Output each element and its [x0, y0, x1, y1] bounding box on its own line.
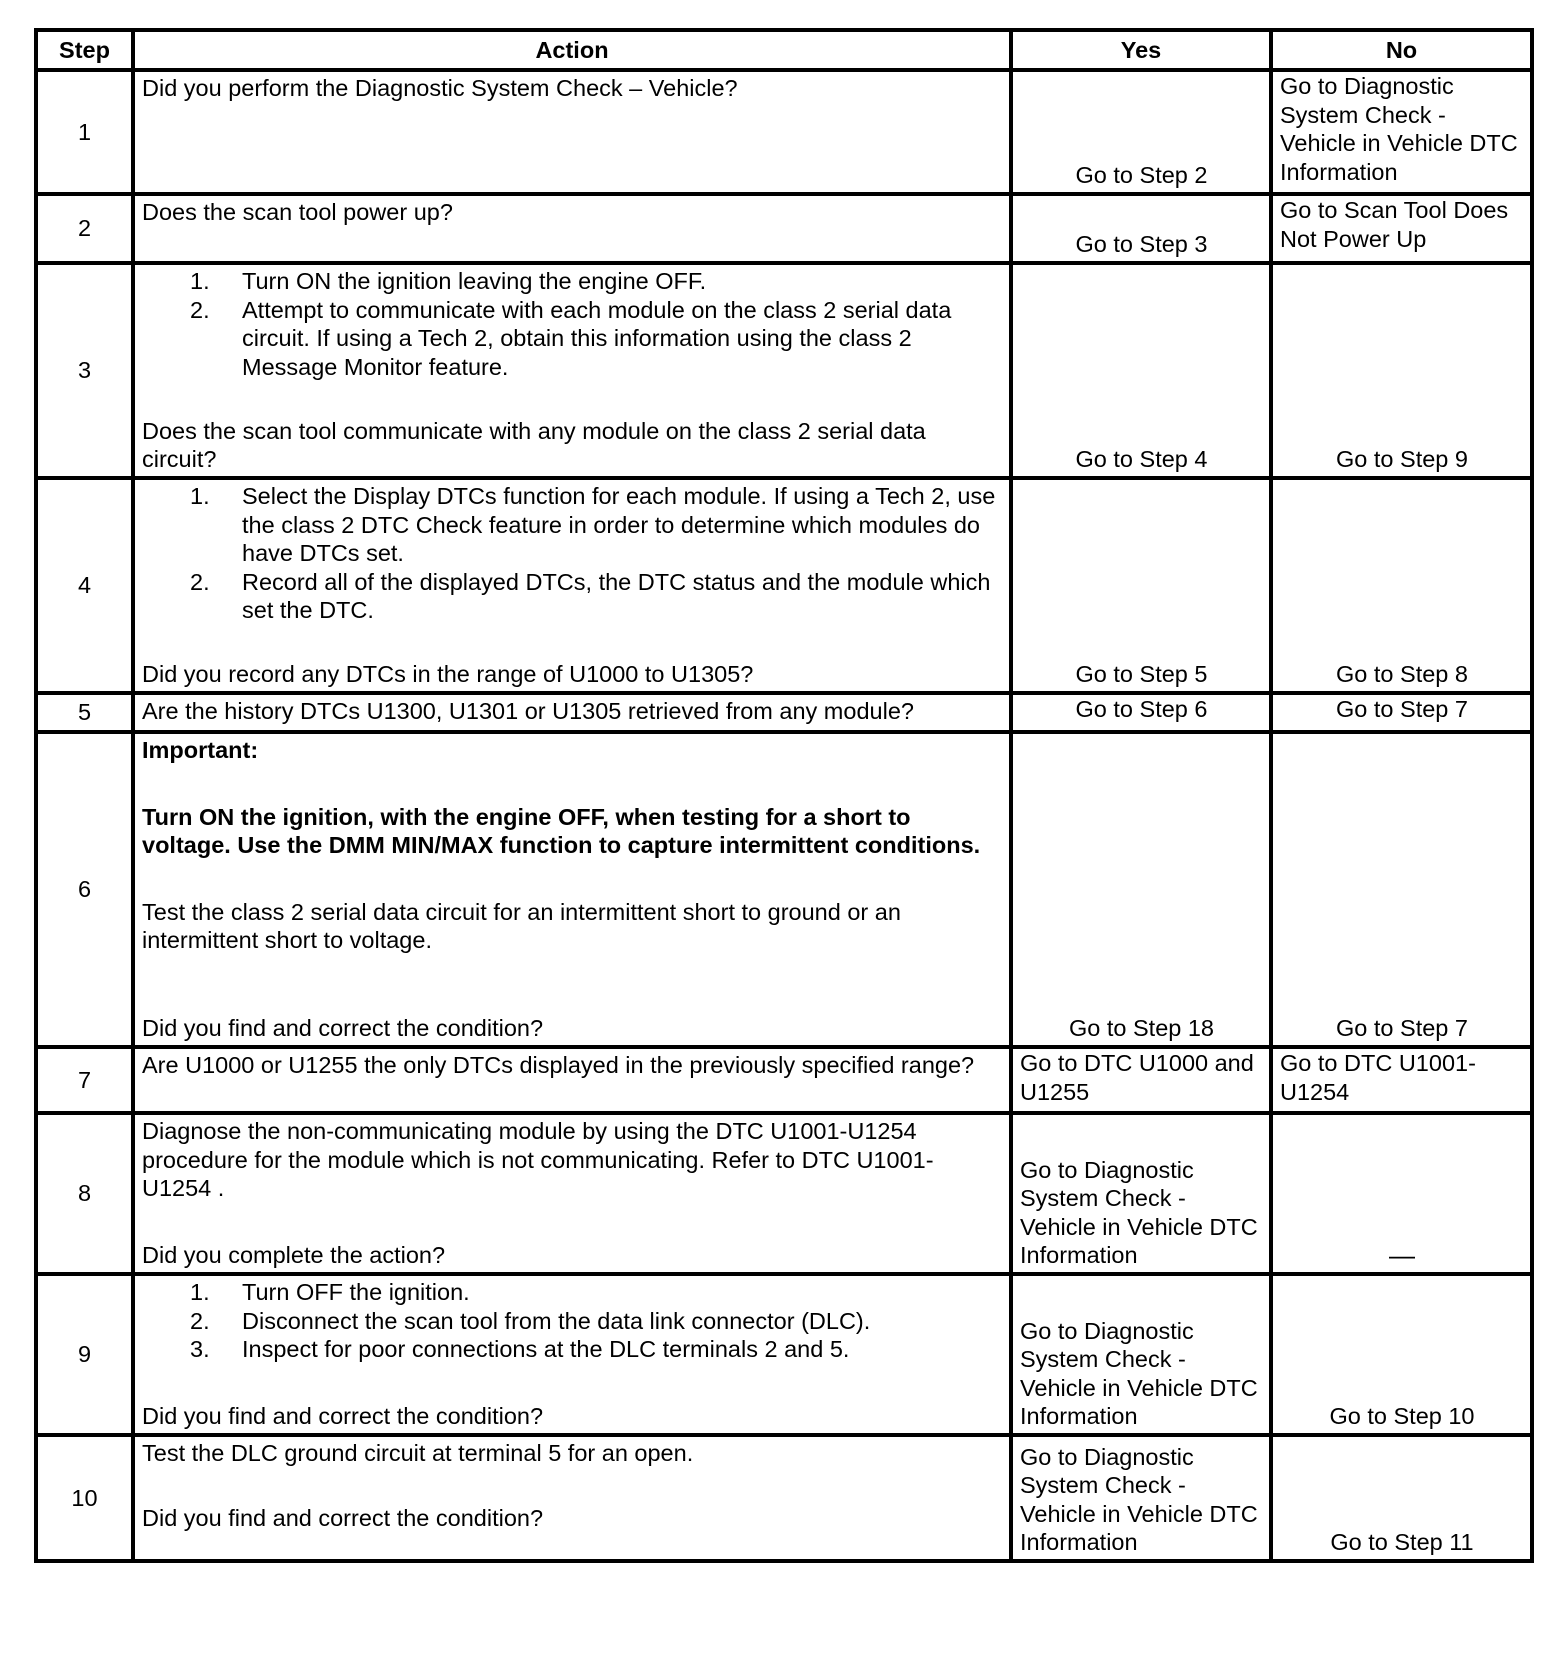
yes-cell: [1011, 1435, 1271, 1561]
important-note: Turn ON the ignition, with the engine OFF, when testing for a short to voltage. Use the DMM MIN/MAX function to capture intermittent conditions.: [142, 803, 981, 859]
header-step: Step: [36, 30, 133, 70]
action-question: Did you record any DTCs in the range of U1000 to U1305?: [142, 661, 754, 688]
yes-cell: [1011, 1047, 1271, 1113]
no-text: Go to DTC U1001-U1254: [1280, 1050, 1476, 1105]
action-steps-list: [142, 267, 1001, 381]
step-number: 4: [36, 478, 133, 693]
action-cell: [133, 478, 1011, 693]
table-row: [36, 70, 1532, 194]
action-cell: [133, 1047, 1011, 1113]
no-text: Go to Step 9: [1336, 446, 1468, 473]
step-number: 2: [36, 194, 133, 263]
yes-cell: [1011, 1274, 1271, 1435]
action-cell: [133, 1113, 1011, 1274]
table-row: [36, 693, 1532, 732]
table-row: [36, 732, 1532, 1047]
action-text: Are U1000 or U1255 the only DTCs displayed in the previously specified range?: [142, 1052, 975, 1078]
no-text: Go to Step 7: [1336, 696, 1468, 722]
yes-cell: [1011, 1113, 1271, 1274]
no-cell: [1271, 478, 1532, 693]
yes-text: Go to Diagnostic System Check - Vehicle in Vehicle DTC Information: [1020, 1443, 1258, 1556]
action-steps-list: [142, 482, 1001, 625]
action-text: Test the DLC ground circuit at terminal 5 for an open.: [142, 1440, 694, 1466]
list-item: 1. Turn OFF the ignition.: [190, 1279, 470, 1305]
no-cell: [1271, 1047, 1532, 1113]
yes-cell: [1011, 194, 1271, 263]
list-item: 2. Disconnect the scan tool from the data link connector (DLC).: [190, 1307, 871, 1334]
yes-cell: [1011, 693, 1271, 732]
diagnostic-table: [34, 28, 1534, 1563]
table-row: [36, 1047, 1532, 1113]
no-cell: [1271, 732, 1532, 1047]
no-text: Go to Diagnostic System Check - Vehicle in Vehicle DTC Information: [1280, 73, 1518, 185]
yes-text: Go to Step 6: [1075, 696, 1208, 722]
action-text: Does the scan tool power up?: [142, 199, 453, 225]
step-number: 10: [36, 1435, 133, 1561]
list-item: 2. Attempt to communicate with each module on the class 2 serial data circuit. If using a Tech 2, obtain this information using the class 2 Message Monitor feature.: [190, 296, 952, 380]
header-action: Action: [133, 30, 1011, 70]
yes-text: Go to Step 3: [1075, 231, 1208, 258]
yes-cell: [1011, 732, 1271, 1047]
no-cell: [1271, 1113, 1532, 1274]
action-text: Did you perform the Diagnostic System Check – Vehicle?: [142, 75, 738, 101]
action-cell: [133, 1274, 1011, 1435]
table-row: [36, 1274, 1532, 1435]
action-cell: [133, 194, 1011, 263]
no-text: Go to Scan Tool Does Not Power Up: [1280, 197, 1509, 252]
yes-text: Go to Step 5: [1075, 661, 1208, 688]
action-question: Did you find and correct the condition?: [142, 1504, 544, 1531]
yes-cell: [1011, 478, 1271, 693]
no-cell: [1271, 1274, 1532, 1435]
no-cell: [1271, 194, 1532, 263]
no-cell: [1271, 70, 1532, 194]
yes-text: Go to Diagnostic System Check - Vehicle in Vehicle DTC Information: [1020, 1156, 1258, 1269]
action-cell: [133, 263, 1011, 478]
step-number: 8: [36, 1113, 133, 1274]
no-text: Go to Step 7: [1336, 1015, 1468, 1042]
action-text: Diagnose the non-communicating module by using the DTC U1001-U1254 procedure for the module which is not communicating. Refer to DTC U1001-U1254 .: [142, 1118, 934, 1202]
no-cell: [1271, 263, 1532, 478]
step-number: 5: [36, 693, 133, 732]
header-row: [36, 30, 1532, 70]
no-text: Go to Step 11: [1330, 1529, 1474, 1556]
action-cell: [133, 70, 1011, 194]
yes-text: Go to Diagnostic System Check - Vehicle in Vehicle DTC Information: [1020, 1317, 1258, 1430]
action-question: Does the scan tool communicate with any module on the class 2 serial data circuit?: [142, 417, 926, 473]
table-row: [36, 478, 1532, 693]
yes-text: Go to Step 4: [1075, 446, 1208, 473]
action-question: Did you complete the action?: [142, 1242, 446, 1269]
no-text: Go to Step 10: [1329, 1403, 1475, 1430]
action-cell: [133, 732, 1011, 1047]
list-item: 3. Inspect for poor connections at the DLC terminals 2 and 5.: [190, 1336, 850, 1363]
no-text: —: [1389, 1240, 1415, 1271]
header-yes: Yes: [1011, 30, 1271, 70]
action-cell: [133, 1435, 1011, 1561]
list-item: 1. Select the Display DTCs function for each module. If using a Tech 2, use the class 2 DTC Check feature in order to determine which modules do have DTCs set.: [190, 483, 996, 567]
step-number: 3: [36, 263, 133, 478]
yes-text: Go to Step 18: [1068, 1015, 1215, 1042]
yes-cell: [1011, 263, 1271, 478]
step-number: 7: [36, 1047, 133, 1113]
action-steps-list: [142, 1278, 1001, 1364]
table-row: [36, 1435, 1532, 1561]
table-row: [36, 194, 1532, 263]
step-number: 1: [36, 70, 133, 194]
no-cell: [1271, 693, 1532, 732]
important-label: Important:: [142, 737, 259, 763]
list-item: 1. Turn ON the ignition leaving the engine OFF.: [190, 268, 707, 294]
table-row: [36, 263, 1532, 478]
action-question: Did you find and correct the condition?: [142, 1015, 544, 1042]
action-text: Test the class 2 serial data circuit for an intermittent short to ground or an intermittent short to voltage.: [142, 898, 901, 954]
yes-text: Go to Step 2: [1075, 162, 1208, 189]
yes-text: Go to DTC U1000 and U1255: [1020, 1050, 1254, 1105]
step-number: 9: [36, 1274, 133, 1435]
step-number: 6: [36, 732, 133, 1047]
action-cell: [133, 693, 1011, 732]
no-cell: [1271, 1435, 1532, 1561]
header-no: No: [1271, 30, 1532, 70]
no-text: Go to Step 8: [1336, 661, 1468, 688]
table-row: [36, 1113, 1532, 1274]
list-item: 2. Record all of the displayed DTCs, the DTC status and the module which set the DTC.: [190, 568, 991, 624]
action-question: Did you find and correct the condition?: [142, 1403, 544, 1430]
action-text: Are the history DTCs U1300, U1301 or U1305 retrieved from any module?: [142, 698, 914, 724]
yes-cell: [1011, 70, 1271, 194]
